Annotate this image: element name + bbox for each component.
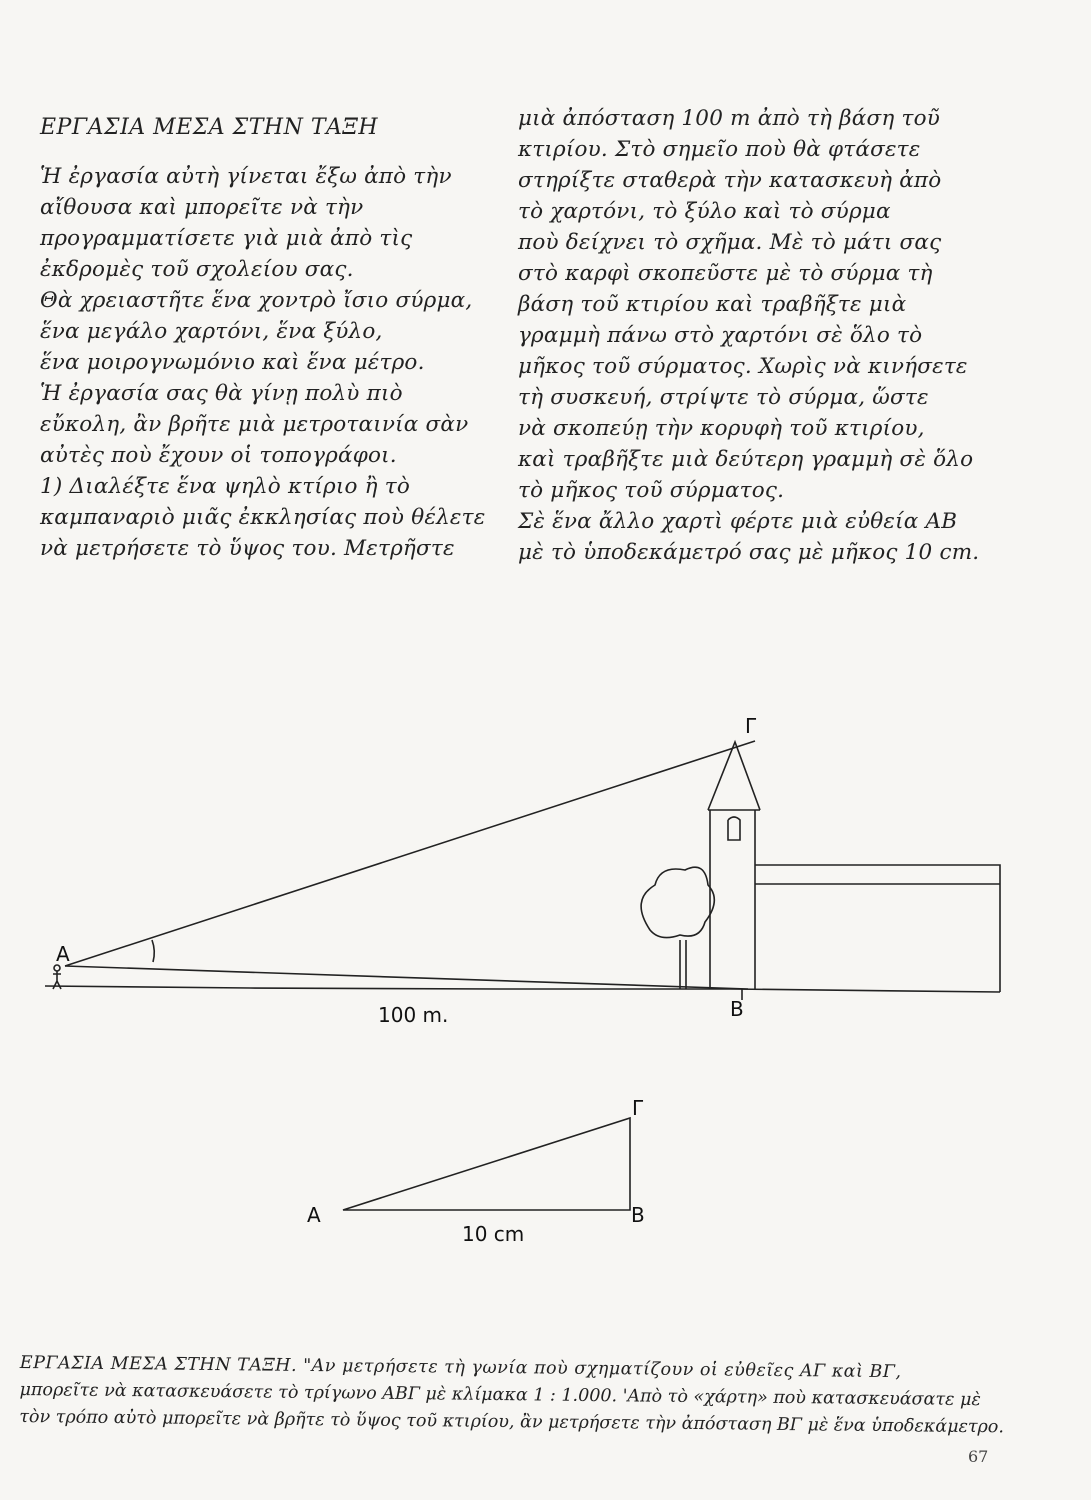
sight-line-base — [65, 966, 748, 989]
caption-line: μπορεῖτε νὰ κατασκευάσετε τὸ τρίγωνο ΑΒΓ μὲ κλίμακα 1 : 1.000. 'Απὸ τὸ «χάρτη» ποὺ κατασκευάσατε μὲ — [19, 1379, 981, 1411]
text-line: ποὺ δείχνει τὸ σχῆμα. Μὲ τὸ μάτι σας — [518, 230, 942, 255]
text-line: μῆκος τοῦ σύρματος. Χωρὶς νὰ κινήσετε — [518, 354, 968, 379]
tower-spire — [708, 742, 760, 810]
text-line: τὴ συσκευή, στρίψτε τὸ σύρμα, ὥστε — [518, 385, 929, 410]
top-label-g: Γ — [745, 714, 757, 738]
text-line: Θὰ χρειαστῆτε ἕνα χοντρὸ ἴσιο σύρμα, — [40, 288, 473, 313]
text-line: ἐκδρομὲς τοῦ σχολείου σας. — [40, 257, 354, 282]
caption-line: ΕΡΓΑΣΙΑ ΜΕΣΑ ΣΤΗΝ ΤΑΞΗ. "Αν μετρήσετε τὴ γωνία ποὺ σχηματίζουν οἱ εὐθεῖες ΑΓ καὶ ΒΓ, — [19, 1352, 902, 1383]
text-line: στηρίξτε σταθερὰ τὴν κατασκευὴ ἀπὸ — [518, 168, 942, 193]
left-column — [40, 112, 486, 564]
text-line: στὸ καρφὶ σκοπεῦστε μὲ τὸ σύρμα τὴ — [518, 261, 933, 286]
text-line: κτιρίου. Στὸ σημεῖο ποὺ θὰ φτάσετε — [518, 137, 921, 162]
text-line: τὸ χαρτόνι, τὸ ξύλο καὶ τὸ σύρμα — [518, 199, 891, 224]
text-line: αὐτὲς ποὺ ἔχουν οἱ τοπογράφοι. — [40, 443, 397, 468]
text-line: αἴθουσα καὶ μπορεῖτε νὰ τὴν — [40, 195, 364, 220]
text-line: ἕνα μεγάλο χαρτόνι, ἕνα ξύλο, — [40, 319, 383, 344]
text-line: Σὲ ἕνα ἄλλο χαρτὶ φέρτε μιὰ εὐθεία ΑΒ — [518, 509, 958, 534]
triangle-abg — [343, 1118, 630, 1210]
ground-line — [45, 986, 1000, 992]
text-line: Ἡ ἐργασία αὐτὴ γίνεται ἔξω ἀπὸ τὴν — [40, 164, 452, 189]
tree-trunk — [680, 940, 686, 989]
section-heading: ΕΡΓΑΣΙΑ ΜΕΣΑ ΣΤΗΝ ΤΑΞΗ — [40, 115, 379, 140]
text-line: τὸ μῆκος τοῦ σύρματος. — [518, 478, 785, 503]
top-illustration — [45, 741, 1000, 1000]
text-line: εὔκολη, ἂν βρῆτε μιὰ μετροταινία σὰν — [40, 412, 469, 437]
figure-caption — [19, 1350, 1070, 1442]
bottom-triangle — [343, 1118, 630, 1210]
distance-label: 100 m. — [378, 1003, 449, 1027]
text-line: καμπαναριὸ μιᾶς ἐκκλησίας ποὺ θέλετε — [40, 505, 486, 530]
text-line: βάση τοῦ κτιρίου καὶ τραβῆξτε μιὰ — [518, 292, 907, 317]
text-line: μιὰ ἀπόσταση 100 m ἀπὸ τὴ βάση τοῦ — [518, 106, 941, 131]
angle-arc — [152, 940, 154, 962]
text-line: νὰ μετρήσετε τὸ ὕψος του. Μετρῆστε — [40, 536, 455, 561]
caption-line: τὸν τρόπο αὐτὸ μπορεῖτε νὰ βρῆτε τὸ ὕψος τοῦ κτιρίου, ἂν μετρήσετε τὴν ἀπόσταση ΒΓ μὲ ἕνα ὑποδεκάμετρο. — [19, 1406, 1005, 1438]
text-line: μὲ τὸ ὑποδεκάμετρό σας μὲ μῆκος 10 cm. — [518, 540, 980, 565]
bottom-label-b: B — [631, 1203, 645, 1227]
text-line: 1) Διαλέξτε ἕνα ψηλὸ κτίριο ἢ τὸ — [40, 474, 410, 499]
length-label: 10 cm — [462, 1222, 525, 1246]
text-line: γραμμὴ πάνω στὸ χαρτόνι σὲ ὅλο τὸ — [518, 323, 923, 348]
text-line: προγραμματίσετε γιὰ μιὰ ἀπὸ τὶς — [40, 226, 413, 251]
right-column — [518, 103, 988, 568]
top-label-b: B — [730, 997, 744, 1021]
top-label-a: A — [56, 942, 70, 966]
text-line: καὶ τραβῆξτε μιὰ δεύτερη γραμμὴ σὲ ὅλο — [518, 447, 974, 472]
measurement-figure — [0, 700, 1091, 1260]
text-line: ἕνα μοιρογνωμόνιο καὶ ἕνα μέτρο. — [40, 350, 425, 375]
figure-drawing — [0, 700, 1091, 1260]
bottom-label-g: Γ — [632, 1096, 644, 1120]
text-line: νὰ σκοπεύῃ τὴν κορυφὴ τοῦ κτιρίου, — [518, 416, 925, 441]
tree-crown — [641, 867, 714, 937]
text-line: Ἡ ἐργασία σας θὰ γίνῃ πολὺ πιὸ — [40, 381, 403, 406]
page-number: 67 — [968, 1447, 989, 1466]
bottom-label-a: A — [307, 1203, 321, 1227]
belfry-window — [728, 817, 740, 840]
